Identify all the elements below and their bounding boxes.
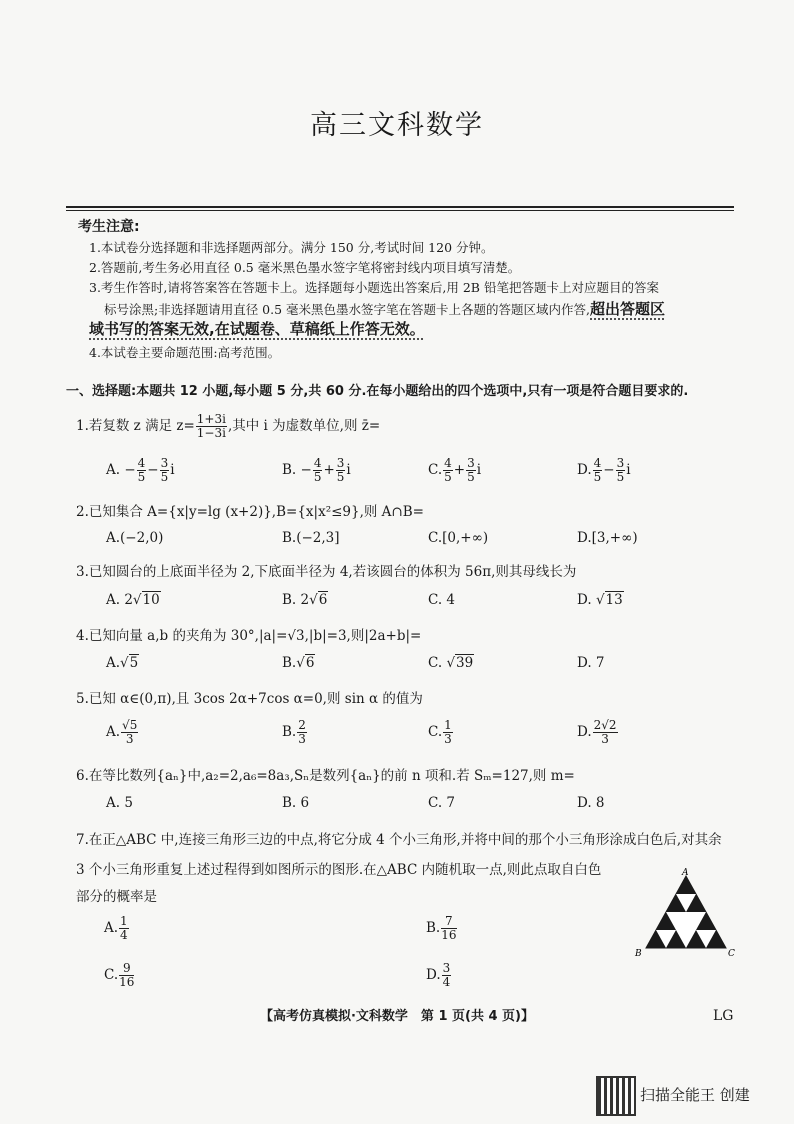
page-title: 高三文科数学 (310, 110, 484, 141)
q3-option-b[interactable]: B. 2√6 (282, 592, 328, 608)
q1-fraction: $\frac{1+3i}{1-3i}$ (196, 412, 226, 440)
q5-option-d[interactable]: D. $\frac{2√2}{3}$ (577, 718, 617, 746)
q6-option-c[interactable]: C. 7 (428, 795, 456, 811)
sierpinski-triangle-figure (630, 866, 740, 958)
notice-line-1: 1.本试卷分选择题和非选择题两部分。满分 150 分,考试时间 120 分钟。 (89, 240, 494, 255)
question-4: 4.已知向量 a,b 的夹角为 30°,|a|=√3,|b|=3,则|2a+b|= (76, 628, 422, 644)
header-rule-thin (66, 210, 734, 211)
q7-option-a[interactable]: A. $\frac{1}{4}$ (104, 914, 128, 942)
q4-option-b[interactable]: B.√6 (282, 655, 315, 671)
q5-option-a[interactable]: A. $\frac{√5}{3}$ (106, 718, 138, 746)
scanner-watermark: 扫描全能王 创建 (640, 1086, 750, 1104)
q2-option-b[interactable]: B.(−2,3] (282, 530, 340, 546)
q6-option-a[interactable]: A. 5 (106, 795, 133, 811)
page-footer: 【高考仿真模拟·文科数学 第 1 页(共 4 页)】 (259, 1009, 535, 1024)
q7-option-c[interactable]: C. $\frac{9}{16}$ (104, 961, 135, 989)
q4-option-c[interactable]: C. √39 (428, 655, 474, 671)
question-6: 6.在等比数列{aₙ}中,a₂=2,a₆=8a₃,Sₙ是数列{aₙ}的前 n 项和.若 Sₘ=127,则 m= (76, 768, 575, 784)
q1-option-b[interactable]: B. − $\frac{4}{5}$ + $\frac{3}{5}$ i (282, 456, 351, 484)
q6-option-b[interactable]: B. 6 (282, 795, 310, 811)
question-3: 3.已知圆台的上底面半径为 2,下底面半径为 4,若该圆台的体积为 56π,则其母线长为 (76, 564, 577, 580)
q1-option-c[interactable]: C. $\frac{4}{5}$ + $\frac{3}{5}$ i (428, 456, 482, 484)
figure-label-b: B (635, 949, 642, 958)
q1-option-d[interactable]: D. $\frac{4}{5}$ − $\frac{3}{5}$ i (577, 456, 631, 484)
q5-option-c[interactable]: C. $\frac{1}{3}$ (428, 718, 452, 746)
figure-label-c: C (728, 949, 735, 958)
q3-option-c[interactable]: C. 4 (428, 592, 456, 608)
q2-option-c[interactable]: C.[0,+∞) (428, 530, 489, 546)
q3-option-d[interactable]: D. √13 (577, 592, 623, 608)
notice-line-4: 4.本试卷主要命题范围:高考范围。 (89, 345, 281, 360)
header-rule (66, 206, 734, 208)
q7-option-d[interactable]: D. $\frac{3}{4}$ (426, 961, 451, 989)
q3-option-a[interactable]: A. 2√10 (106, 592, 160, 608)
notice-emphasis-1: 超出答题区 (590, 300, 666, 318)
notice-line-2: 2.答题前,考生务必用直径 0.5 毫米黑色墨水签字笔将密封线内项目填写清楚。 (89, 260, 521, 275)
q4-option-a[interactable]: A.√5 (106, 655, 139, 671)
question-7-line-3: 部分的概率是 (76, 889, 157, 905)
question-1: 1.若复数 z 满足 z= $\frac{1+3i}{1-3i}$ ,其中 i 为虚数单位,则 z̄= (76, 412, 381, 440)
q6-option-d[interactable]: D. 8 (577, 795, 605, 811)
question-2: 2.已知集合 A={x|y=lg (x+2)},B={x|x²≤9},则 A∩B= (76, 504, 424, 520)
q1-option-a[interactable]: A. − $\frac{4}{5}$ − $\frac{3}{5}$ i (106, 456, 175, 484)
q2-option-a[interactable]: A.(−2,0) (106, 530, 164, 546)
notice-heading: 考生注意: (78, 219, 140, 235)
notice-line-3a: 3.考生作答时,请将答案答在答题卡上。选择题每小题选出答案后,用 2B 铅笔把答题卡上对应题目的答案 (89, 280, 659, 295)
figure-label-a: A (682, 868, 689, 878)
q7-option-b[interactable]: B. $\frac{7}{16}$ (426, 914, 457, 942)
q4-option-d[interactable]: D. 7 (577, 655, 605, 671)
question-5: 5.已知 α∈(0,π),且 3cos 2α+7cos α=0,则 sin α 的值为 (76, 691, 423, 707)
qr-code-icon (596, 1076, 636, 1116)
paper-code: LG (713, 1008, 734, 1024)
question-7-line-1: 7.在正△ABC 中,连接三角形三边的中点,将它分成 4 个小三角形,并将中间的那个小三角形涂成白色后,对其余 (76, 832, 722, 848)
notice-line-3b: 标号涂黑;非选择题请用直径 0.5 毫米黑色墨水签字笔在答题卡上各题的答题区域内作答,超出答题区 (104, 300, 666, 318)
q2-option-d[interactable]: D.[3,+∞) (577, 530, 638, 546)
q5-option-b[interactable]: B. $\frac{2}{3}$ (282, 718, 306, 746)
notice-line-3c: 域书写的答案无效,在试题卷、草稿纸上作答无效。 (89, 320, 425, 338)
section-heading: 一、选择题:本题共 12 小题,每小题 5 分,共 60 分.在每小题给出的四个选项中,只有一项是符合题目要求的. (66, 384, 689, 399)
question-7-line-2: 3 个小三角形重复上述过程得到如图所示的图形.在△ABC 内随机取一点,则此点取自白色 (76, 862, 602, 878)
